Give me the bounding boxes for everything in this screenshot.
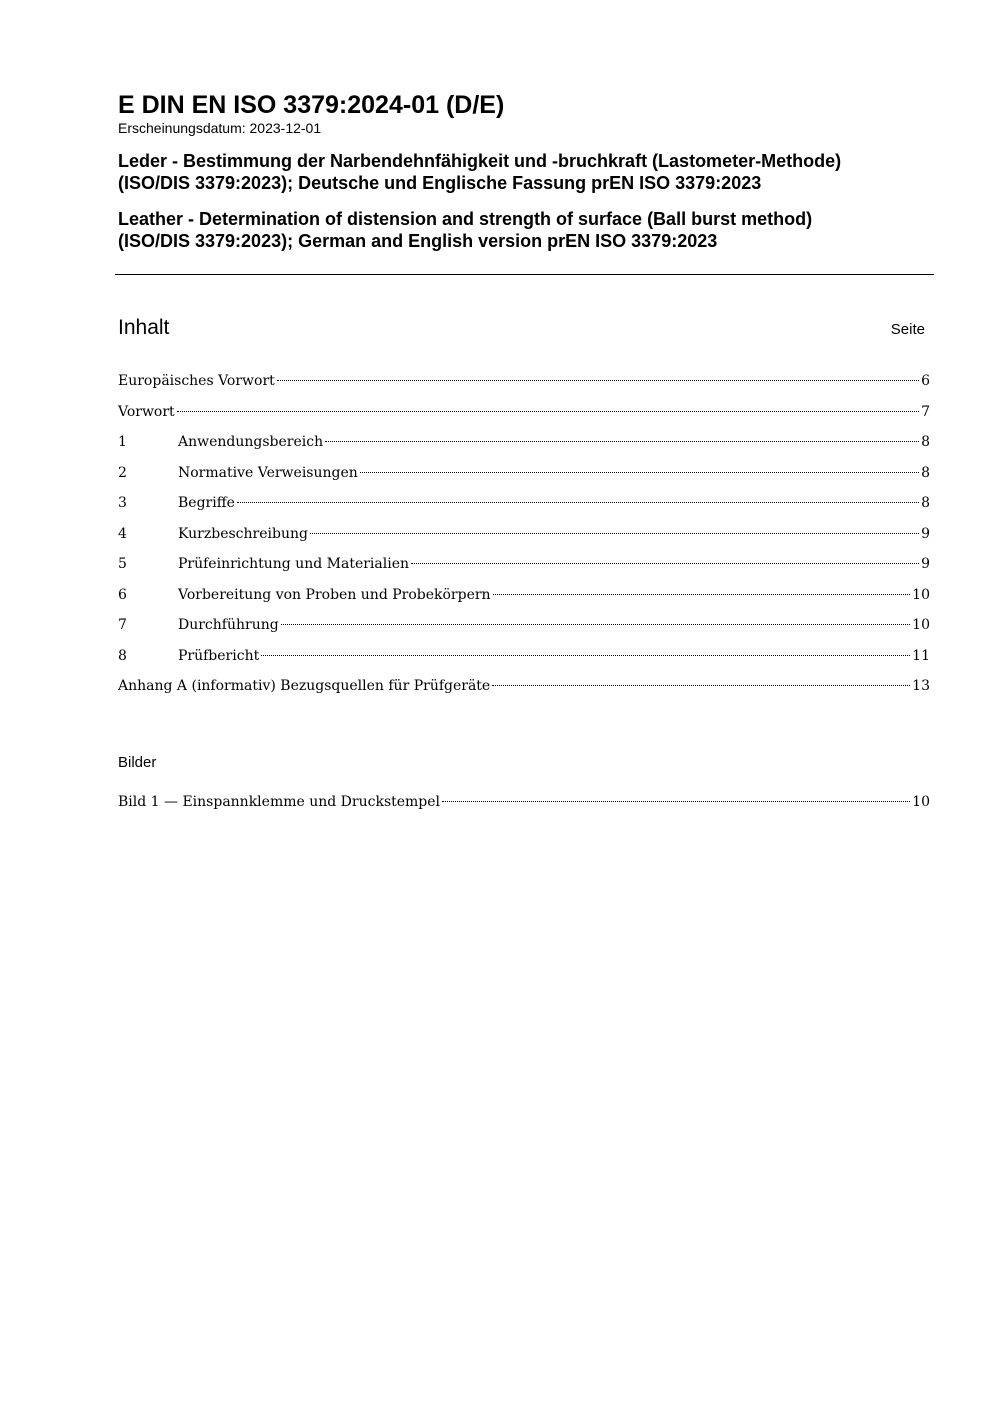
toc-entry-title: Durchführung bbox=[178, 617, 279, 633]
toc-heading: Inhalt bbox=[118, 316, 170, 339]
toc-entry-number: 4 bbox=[118, 525, 127, 542]
toc-entry-page: 10 bbox=[912, 586, 930, 603]
toc-entry[interactable] bbox=[118, 523, 930, 554]
toc-entry-page: 8 bbox=[921, 464, 930, 481]
toc-entry-title: Vorwort bbox=[118, 403, 175, 420]
toc-entry[interactable] bbox=[118, 462, 930, 493]
toc-entry-title: Prüfbericht bbox=[178, 647, 260, 664]
toc-entry[interactable] bbox=[118, 370, 930, 401]
toc-entry-leader bbox=[277, 380, 919, 381]
toc-entry-leader bbox=[177, 411, 919, 412]
figures-heading: Bilder bbox=[118, 754, 157, 771]
title-german bbox=[118, 150, 934, 194]
toc-entry[interactable] bbox=[118, 492, 930, 523]
toc-entry[interactable] bbox=[118, 614, 930, 645]
title-english bbox=[118, 208, 934, 252]
toc-entry-title: Begriffe bbox=[178, 495, 235, 511]
toc-entry-leader bbox=[261, 655, 910, 656]
toc-entry[interactable] bbox=[118, 584, 930, 615]
toc-entry-number: 1 bbox=[118, 434, 127, 450]
toc-entry[interactable] bbox=[118, 431, 930, 462]
figure-entry-page: 10 bbox=[912, 794, 930, 810]
figure-entry-leader bbox=[442, 801, 910, 802]
toc-entry-page: 10 bbox=[912, 617, 930, 633]
toc-entry-page: 7 bbox=[921, 403, 930, 420]
title-german-line-2: (ISO/DIS 3379:2023); Deutsche und Englische Fassung prEN ISO 3379:2023 bbox=[118, 173, 762, 193]
header-divider bbox=[115, 274, 934, 275]
toc-entry-title: Anwendungsbereich bbox=[178, 434, 324, 450]
toc-entry-page: 8 bbox=[921, 495, 930, 511]
toc-entry-leader bbox=[411, 563, 919, 564]
title-english-line-2: (ISO/DIS 3379:2023); German and English version prEN ISO 3379:2023 bbox=[118, 231, 718, 251]
toc-entry-title: Anhang A (informativ) Bezugsquellen für Prüfgeräte bbox=[118, 678, 491, 694]
toc-entry-number: 2 bbox=[118, 464, 127, 481]
toc-entry-leader bbox=[310, 533, 919, 534]
document-header bbox=[118, 90, 934, 252]
toc-entry-page: 11 bbox=[912, 647, 930, 664]
toc-entry-number: 8 bbox=[118, 647, 127, 664]
toc-entry-leader bbox=[237, 502, 919, 503]
toc-entry-title: Vorbereitung von Proben und Probekörpern bbox=[178, 586, 491, 603]
title-english-line-1: Leather - Determination of distension and strength of surface (Ball burst method) bbox=[118, 209, 813, 229]
toc-entry-leader bbox=[325, 441, 919, 442]
toc-entry[interactable] bbox=[118, 645, 930, 676]
table-of-contents bbox=[118, 370, 930, 706]
list-of-figures bbox=[118, 791, 930, 822]
publication-date: Erscheinungsdatum: 2023-12-01 bbox=[118, 120, 322, 136]
toc-entry-number: 7 bbox=[118, 617, 127, 633]
toc-entry-title: Prüfeinrichtung und Materialien bbox=[178, 556, 409, 572]
toc-entry-leader bbox=[281, 624, 910, 625]
toc-page-label: Seite bbox=[890, 321, 925, 338]
toc-entry-page: 8 bbox=[921, 434, 930, 450]
toc-entry-number: 5 bbox=[118, 556, 127, 572]
toc-entry-number: 6 bbox=[118, 586, 127, 603]
toc-entry-page: 9 bbox=[921, 525, 930, 542]
toc-entry[interactable] bbox=[118, 553, 930, 584]
document-id: E DIN EN ISO 3379:2024-01 (D/E) bbox=[118, 91, 505, 119]
toc-entry-page: 13 bbox=[912, 678, 930, 694]
toc-entry-title: Normative Verweisungen bbox=[178, 464, 358, 481]
toc-entry[interactable] bbox=[118, 401, 930, 432]
toc-entry-number: 3 bbox=[118, 495, 127, 511]
figure-entry[interactable] bbox=[118, 791, 930, 822]
title-german-line-1: Leder - Bestimmung der Narbendehnfähigkeit und -bruchkraft (Lastometer-Methode) bbox=[118, 151, 842, 171]
toc-entry[interactable] bbox=[118, 675, 930, 706]
toc-entry-leader bbox=[493, 594, 911, 595]
toc-entry-leader bbox=[360, 472, 919, 473]
toc-entry-title: Europäisches Vorwort bbox=[118, 373, 275, 389]
toc-entry-title: Kurzbeschreibung bbox=[178, 525, 308, 542]
figure-entry-title: Bild 1 — Einspannklemme und Druckstempel bbox=[118, 794, 441, 810]
toc-entry-page: 9 bbox=[921, 556, 930, 572]
toc-entry-page: 6 bbox=[921, 373, 930, 389]
toc-entry-leader bbox=[492, 685, 910, 686]
